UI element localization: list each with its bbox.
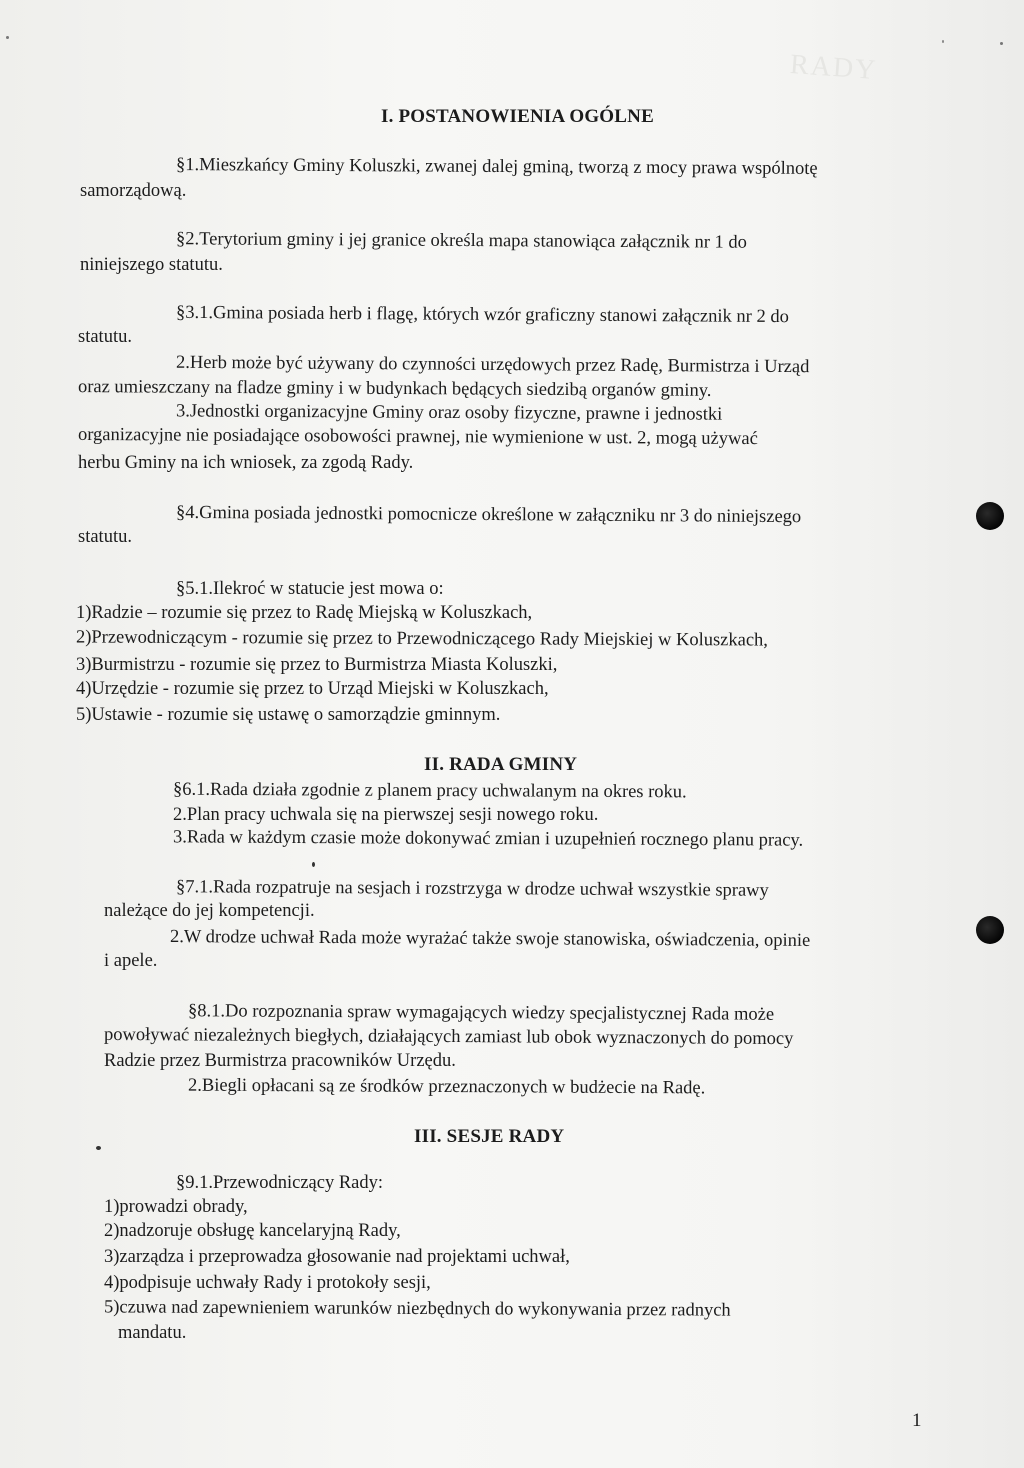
paragraph-line: Radzie przez Burmistrza pracowników Urzędu. — [104, 1051, 456, 1071]
paragraph-line: §5.1.Ilekroć w statucie jest mowa o: — [176, 579, 444, 599]
list-item: 1)prowadzi obrady, — [104, 1197, 248, 1217]
list-item: 2)Przewodniczącym - rozumie się przez to Przewodniczącego Rady Miejskiej w Koluszkach, — [75, 627, 768, 651]
list-item: 1)Radzie – rozumie się przez to Radę Miejską w Koluszkach, — [76, 603, 533, 623]
paragraph-line: samorządową. — [80, 181, 187, 201]
paragraph-line: §1.Mieszkańcy Gminy Koluszki, zwanej dalej gminą, tworzą z mocy prawa wspólnotę — [175, 155, 818, 179]
paragraph-line: §3.1.Gmina posiada herb i flagę, których wzór graficzny stanowi załącznik nr 2 do — [175, 302, 789, 328]
paragraph-line: §6.1.Rada działa zgodnie z planem pracy uchwalanym na okres roku. — [172, 779, 687, 803]
paragraph-line: statutu. — [78, 527, 132, 547]
paragraph-line: powoływać niezależnych biegłych, działających zamiast lub obok wyznaczonych do pomocy — [103, 1024, 794, 1050]
section-title-sesje-rady: III. SESJE RADY — [414, 1126, 565, 1147]
paragraph-line: 2.Biegli opłacani są ze środków przeznaczonych w budżecie na Radę. — [187, 1075, 706, 1099]
paragraph-line: 3.Rada w każdym czasie może dokonywać zmian i uzupełnień rocznego planu pracy. — [172, 827, 804, 851]
paragraph-line: 2.Herb może być używany do czynności urzędowych przez Radę, Burmistrza i Urząd — [175, 352, 810, 378]
paragraph-line: 3.Jednostki organizacyjne Gminy oraz osoby fizyczne, prawne i jednostki — [175, 401, 723, 425]
paragraph-line: §2.Terytorium gminy i jej granice określa mapa stanowiąca załącznik nr 1 do — [175, 229, 748, 253]
paragraph-line: §7.1.Rada rozpatruje na sesjach i rozstrzyga w drodze uchwał wszystkie sprawy — [175, 877, 769, 901]
punch-hole-mark — [976, 916, 1004, 944]
scan-speck — [1000, 42, 1003, 45]
paragraph-line: §8.1.Do rozpoznania spraw wymagających wiedzy specjalistycznej Rada może — [187, 1001, 775, 1025]
list-item: 5)czuwa nad zapewnieniem warunków niezbędnych do wykonywania przez radnych — [103, 1297, 731, 1321]
list-item: 3)Burmistrzu - rozumie się przez to Burmistrza Miasta Koluszki, — [76, 655, 558, 675]
list-item: 4)podpisuje uchwały Rady i protokoły sesji, — [104, 1273, 431, 1293]
paragraph-line: niniejszego statutu. — [80, 255, 223, 275]
scan-speck — [942, 40, 944, 43]
list-item: 2)nadzoruje obsługę kancelaryjną Rady, — [104, 1221, 401, 1241]
list-item: 3)zarządza i przeprowadza głosowanie nad projektami uchwał, — [104, 1247, 570, 1267]
list-item: 5)Ustawie - rozumie się ustawę o samorządzie gminnym. — [76, 705, 501, 725]
scan-speck — [312, 862, 315, 867]
paragraph-line: organizacyjne nie posiadające osobowości prawnej, nie wymienione w ust. 2, mogą używać — [77, 424, 758, 450]
paragraph-line: oraz umieszczany na fladze gminy i w budynkach będących siedzibą organów gminy. — [77, 377, 712, 401]
scan-speck — [96, 1146, 101, 1150]
paragraph-line: i apele. — [104, 951, 158, 971]
paragraph-line: należące do jej kompetencji. — [104, 901, 315, 921]
list-item: 4)Urzędzie - rozumie się przez to Urząd Miejski w Koluszkach, — [76, 679, 549, 699]
paragraph-line: §9.1.Przewodniczący Rady: — [176, 1173, 384, 1193]
paragraph-line: §4.Gmina posiada jednostki pomocnicze określone w załączniku nr 3 do niniejszego — [175, 502, 802, 528]
scan-speck — [6, 36, 9, 39]
page-number: 1 — [912, 1410, 922, 1431]
paragraph-line: statutu. — [78, 327, 132, 347]
section-title-postanowienia-ogolne: I. POSTANOWIENIA OGÓLNE — [381, 106, 654, 127]
paragraph-line: herbu Gminy na ich wniosek, za zgodą Rady. — [78, 453, 414, 473]
paragraph-line: 2.Plan pracy uchwala się na pierwszej sesji nowego roku. — [173, 805, 599, 825]
punch-hole-mark — [976, 502, 1004, 530]
paragraph-line: 2.W drodze uchwał Rada może wyrażać także swoje stanowiska, oświadczenia, opinie — [169, 927, 811, 951]
list-item: mandatu. — [118, 1323, 187, 1343]
section-title-rada-gminy: II. RADA GMINY — [424, 754, 578, 775]
bleed-through-text: RADY — [789, 48, 879, 87]
